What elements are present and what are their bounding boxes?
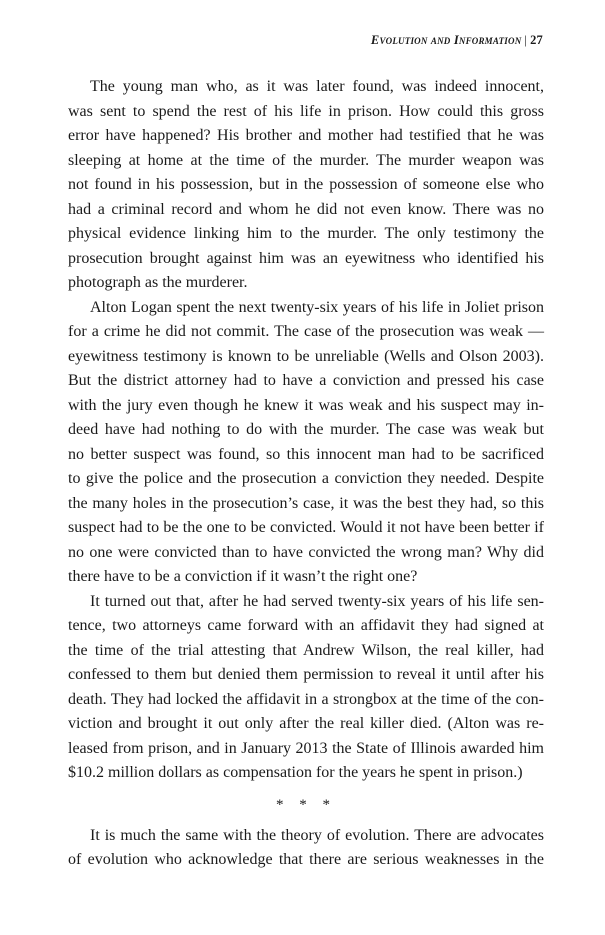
paragraph (68, 590, 544, 786)
text-line: leased from prison, and in January 2013 the State of Illinois awarded him (68, 739, 544, 757)
text-line: It turned out that, after he had served twenty-six years of his life sen- (90, 592, 544, 610)
text-line: there have to be a conviction if it wasn’t the right one? (68, 568, 418, 585)
text-line: the many holes in the prosecution’s case, it was the best they had, so this (68, 494, 544, 512)
text-line: eyewitness testimony is known to be unreliable (Wells and Olson 2003). (68, 347, 544, 365)
text-line: physical evidence linking him to the murder. The only testimony the (68, 225, 544, 242)
text-line: $10.2 million dollars as compensation for the years he spent in prison.) (68, 764, 523, 781)
text-line: no one were convicted than to have convicted the wrong man? Why did (68, 543, 544, 561)
paragraph (68, 75, 544, 296)
text-line: error have happened? His brother and mother had testified that he was (68, 127, 544, 144)
text-line: It is much the same with the theory of evolution. There are advocates (90, 826, 544, 844)
final-paragraph-container (68, 824, 544, 873)
text-line: suspect had to be the one to be convicted. Would it not have been better if (68, 519, 544, 536)
paragraph (68, 296, 544, 590)
text-line: the time of the trial attesting that Andrew Wilson, the real killer, had (68, 641, 544, 659)
text-line: to give the police and the prosecution a conviction they needed. Despite (68, 470, 544, 487)
running-head (371, 33, 543, 48)
text-line: sleeping at home at the time of the murder. The murder weapon was (68, 151, 544, 169)
text-line: tence, two attorneys came forward with an affidavit they had signed at (68, 617, 544, 634)
text-line: Alton Logan spent the next twenty-six years of his life in Joliet prison (90, 298, 544, 316)
paragraph (68, 824, 544, 873)
section-break-ornament: * * * (276, 796, 336, 813)
running-head-separator: | (524, 33, 528, 47)
running-head-title-and: and (430, 33, 451, 47)
text-line: deed have had nothing to do with the murder. The case was weak but (68, 421, 544, 438)
text-line: The young man who, as it was later found, was indeed innocent, (90, 78, 544, 95)
text-line: confessed to them but denied them permission to reveal it until after his (68, 666, 544, 683)
text-line: had a criminal record and whom he did not even know. There was no (68, 200, 544, 218)
running-head-title-part2: Information (453, 33, 522, 47)
text-line: prosecution brought against him was an eyewitness who identified his (68, 249, 544, 267)
text-line: for a crime he did not commit. The case of the prosecution was weak — (68, 323, 544, 340)
text-line: death. They had locked the affidavit in a strongbox at the time of the con- (68, 690, 544, 708)
page-number: 27 (530, 33, 543, 47)
text-line: was sent to spend the rest of his life in prison. How could this gross (68, 102, 544, 120)
text-line: photograph as the murderer. (68, 274, 248, 291)
text-line: with the jury even though he knew it was weak and his suspect may in- (68, 396, 544, 414)
paragraphs-container (68, 75, 544, 786)
text-line: viction and brought it out only after the real killer died. (Alton was re- (68, 715, 544, 732)
text-line: But the district attorney had to have a conviction and pressed his case (68, 372, 544, 389)
body-text (68, 75, 544, 873)
text-line: no better suspect was found, so this innocent man had to be sacrificed (68, 445, 544, 463)
text-line: not found in his possession, but in the possession of someone else who (68, 176, 544, 193)
running-head-title-part1: Evolution (370, 33, 428, 47)
text-line: of evolution who acknowledge that there are serious weaknesses in the (68, 851, 544, 868)
